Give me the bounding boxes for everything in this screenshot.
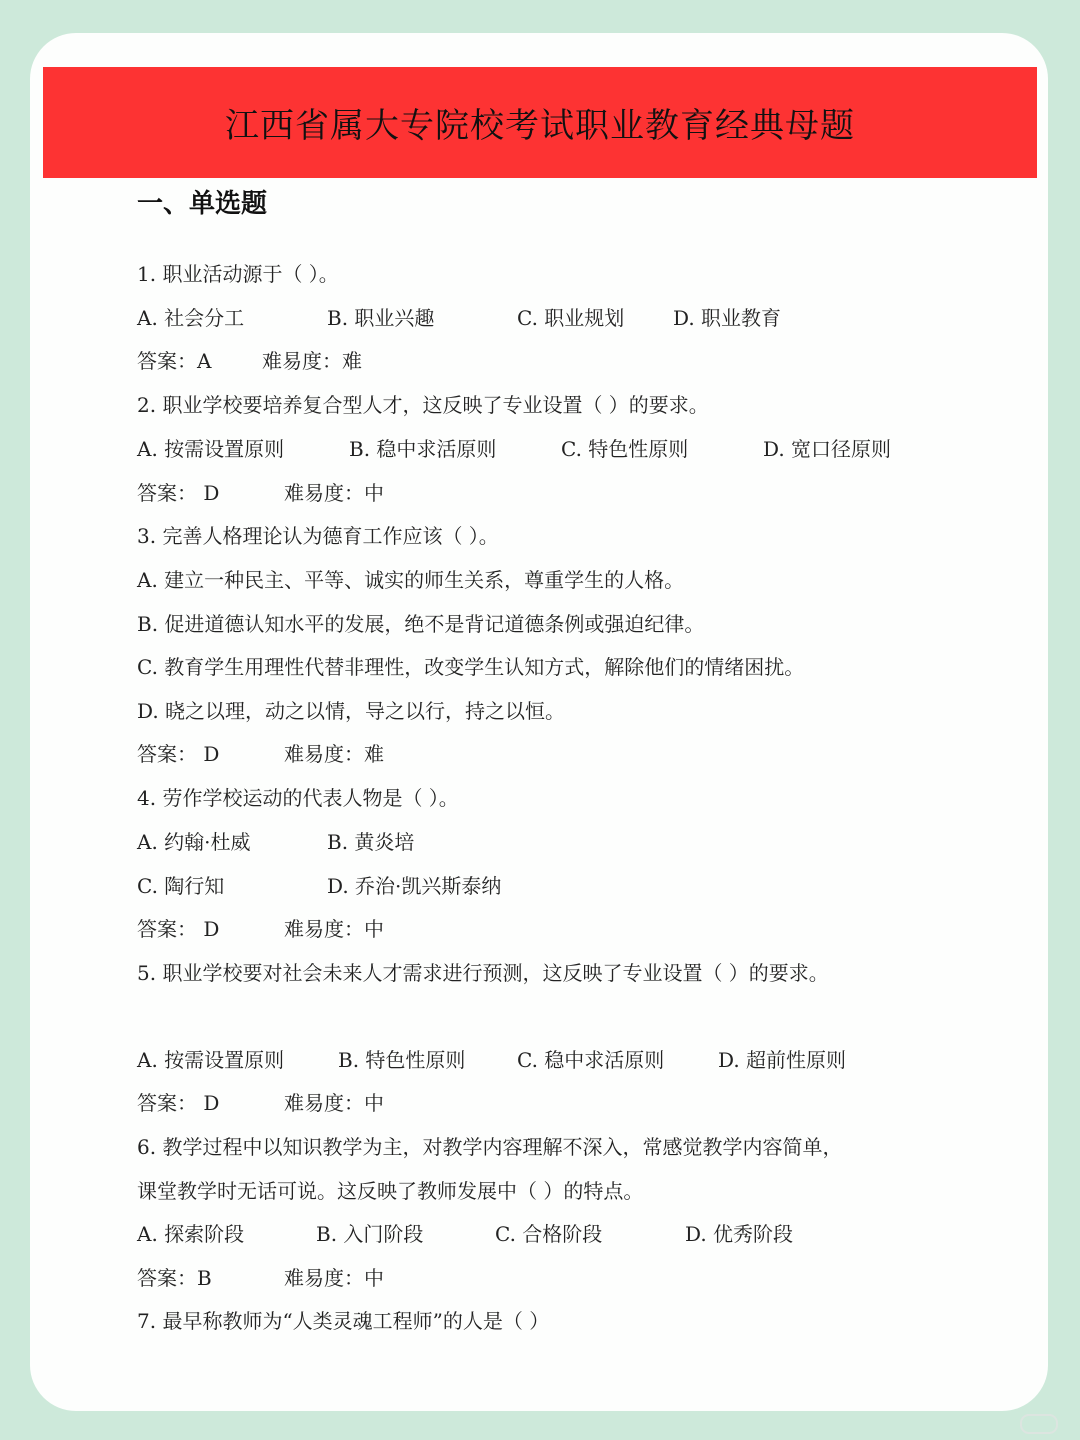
- answer: 答案：B: [137, 1266, 212, 1290]
- answer: 答案： D: [137, 742, 220, 766]
- question-5-stem: 5. 职业学校要对社会未来人才需求进行预测，这反映了专业设置（ ）的要求。: [137, 961, 829, 985]
- watermark-icon: [1020, 1414, 1058, 1434]
- option-d: D. 宽口径原则: [763, 437, 892, 461]
- question-4-stem: 4. 劳作学校运动的代表人物是（ ）。: [137, 786, 459, 810]
- option-a: A. 按需设置原则: [137, 437, 285, 461]
- option-c: C. 稳中求活原则: [517, 1048, 665, 1072]
- option-a: A. 按需设置原则: [137, 1048, 285, 1072]
- question-6-stem-line-2: 课堂教学时无话可说。这反映了教师发展中（ ）的特点。: [137, 1179, 644, 1203]
- option-d: D. 优秀阶段: [685, 1222, 794, 1246]
- option-b: B. 黄炎培: [327, 830, 415, 854]
- difficulty: 难易度：中: [284, 1266, 384, 1290]
- option-b: B. 职业兴趣: [327, 306, 435, 330]
- option-d: D. 职业教育: [673, 306, 782, 330]
- difficulty: 难易度：中: [284, 1091, 384, 1115]
- option-b: B. 入门阶段: [316, 1222, 424, 1246]
- content-card: [30, 33, 1048, 1411]
- option-a: A. 约翰·杜威: [137, 830, 251, 854]
- answer: 答案：A: [137, 349, 212, 373]
- difficulty: 难易度：难: [284, 742, 384, 766]
- option-c: C. 职业规划: [517, 306, 625, 330]
- difficulty: 难易度：中: [284, 481, 384, 505]
- option-c: C. 陶行知: [137, 874, 225, 898]
- question-3-option-b: B. 促进道德认知水平的发展，绝不是背记道德条例或强迫纪律。: [137, 612, 705, 636]
- option-a: A. 社会分工: [137, 306, 245, 330]
- option-b: B. 稳中求活原则: [349, 437, 497, 461]
- option-c: C. 合格阶段: [495, 1222, 603, 1246]
- answer: 答案： D: [137, 1091, 220, 1115]
- answer: 答案： D: [137, 917, 220, 941]
- answer: 答案： D: [137, 481, 220, 505]
- question-3-option-a: A. 建立一种民主、平等、诚实的师生关系，尊重学生的人格。: [137, 568, 685, 592]
- question-1-stem: 1. 职业活动源于（ ）。: [137, 262, 339, 286]
- question-3-stem: 3. 完善人格理论认为德育工作应该（ ）。: [137, 524, 499, 548]
- question-2-stem: 2. 职业学校要培养复合型人才，这反映了专业设置（ ）的要求。: [137, 393, 709, 417]
- option-d: D. 乔治·凯兴斯泰纳: [327, 874, 502, 898]
- question-3-option-c: C. 教育学生用理性代替非理性，改变学生认知方式，解除他们的情绪困扰。: [137, 655, 805, 679]
- option-b: B. 特色性原则: [338, 1048, 466, 1072]
- option-c: C. 特色性原则: [561, 437, 689, 461]
- question-7-stem: 7. 最早称教师为“人类灵魂工程师”的人是（ ）: [137, 1309, 550, 1333]
- page-title: 江西省属大专院校考试职业教育经典母题: [225, 106, 855, 146]
- difficulty: 难易度：中: [284, 917, 384, 941]
- difficulty: 难易度：难: [262, 349, 362, 373]
- title-banner: [43, 67, 1037, 178]
- option-d: D. 超前性原则: [718, 1048, 847, 1072]
- question-6-stem-line-1: 6. 教学过程中以知识教学为主，对教学内容理解不深入，常感觉教学内容简单，: [137, 1135, 843, 1159]
- question-3-option-d: D. 晓之以理，动之以情，导之以行，持之以恒。: [137, 699, 566, 723]
- section-heading: 一、单选题: [137, 189, 268, 219]
- option-a: A. 探索阶段: [137, 1222, 245, 1246]
